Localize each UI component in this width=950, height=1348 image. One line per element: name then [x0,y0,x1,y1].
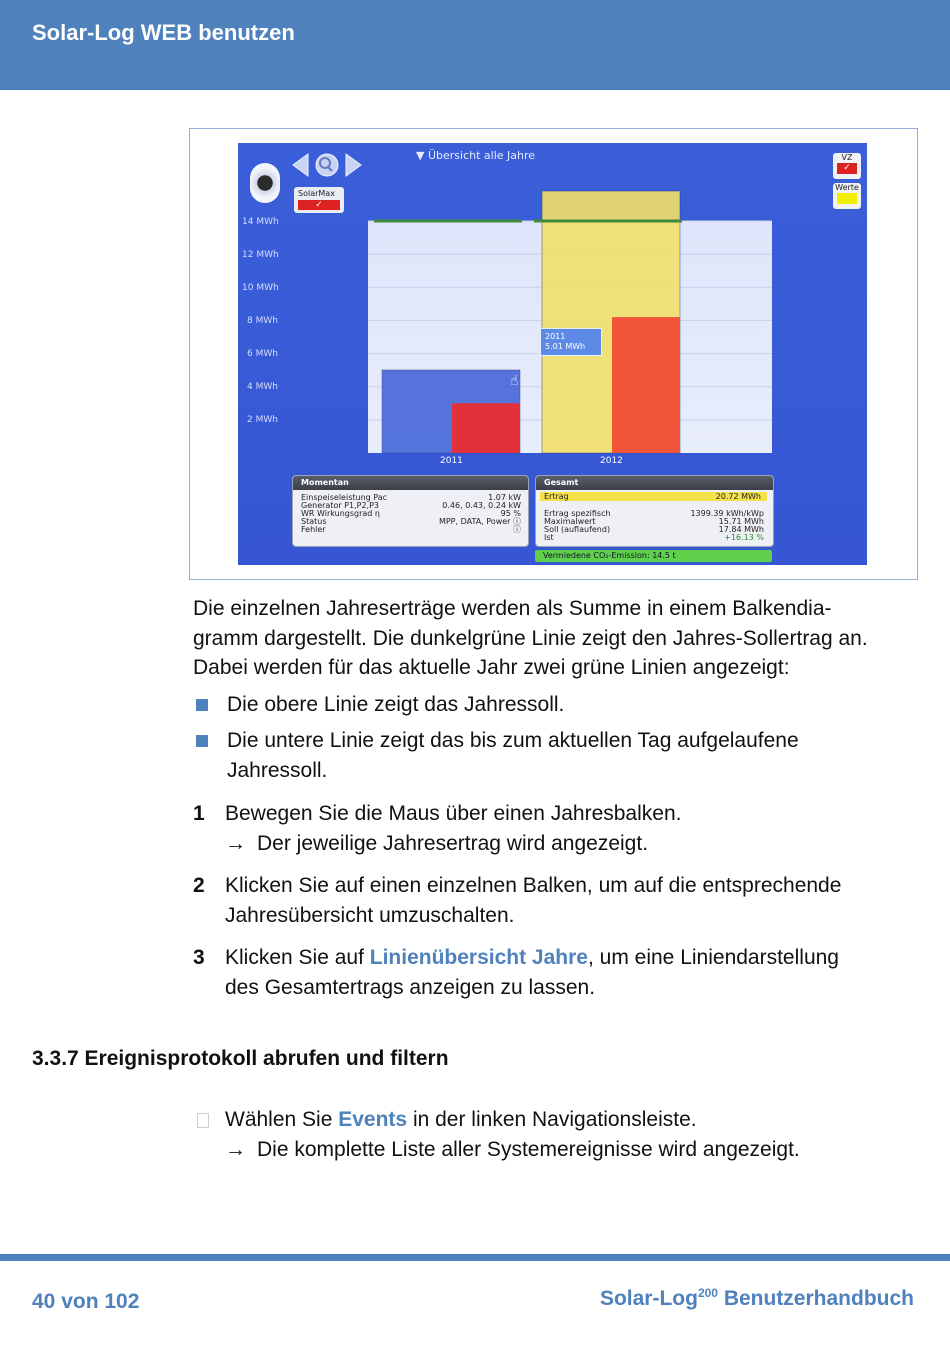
brand-suffix: Benutzerhandbuch [717,1287,914,1310]
bullet-square-icon [196,735,208,747]
step-number: 1 [193,802,205,825]
step-number: 2 [193,874,205,897]
step-result [225,1135,915,1165]
bar-2011-secondary[interactable] [452,403,520,453]
step-line [225,1105,915,1135]
step-result [225,829,915,859]
gesamt-row: Ertrag spezifisch 1399.39 kWh/kWp [544,509,764,518]
vz-label: VZ [841,153,853,162]
y-tick-label: 8 MWh [247,316,278,326]
chart-tooltip [540,328,602,356]
y-tick-label: 12 MWh [242,250,279,260]
step-body [225,943,915,1002]
solarlog-screenshot [238,143,867,565]
tooltip-year: 2011 [545,332,566,341]
intro-line: gramm dargestellt. Die dunkelgrüne Linie zeigt den Jahres-Sollertrag an. [193,626,868,650]
step-result-text: Die komplette Liste aller Systemereignisse wird angezeigt. [257,1137,800,1161]
bullet-square-icon [196,699,208,711]
page-header [0,0,950,90]
tooltip-value: 5.01 MWh [545,342,586,351]
arrow-right-icon: → [225,831,246,855]
gesamt-ertrag-row: Ertrag 20.72 MWh [540,492,767,501]
momentan-row: WR Wirkungsgrad η 95 % [301,509,521,518]
brand-sup: 200 [697,1286,718,1300]
step-line: Bewegen Sie die Maus über einen Jahresbalken. [225,802,682,825]
momentan-panel [292,475,529,547]
header-title: Solar-Log WEB benutzen [32,20,295,45]
device-badge-label: SolarMax [298,189,335,198]
gesamt-title: Gesamt [536,476,773,490]
events-link[interactable]: Events [338,1108,408,1131]
chevron-down-icon: ▼ [416,149,425,162]
screenshot-frame [189,128,918,580]
y-tick-label: 10 MWh [242,283,279,293]
device-checkbox-icon: ✓ [298,200,340,210]
momentan-title: Momentan [293,476,528,490]
gesamt-row: Soll (auflaufend) 17.84 MWh [544,525,764,534]
bullet-line: Jahressoll. [227,758,328,782]
step-line: Klicken Sie auf einen einzelnen Balken, um auf die entsprechende [225,874,842,897]
bullet-line: Die untere Linie zeigt das bis zum aktuellen Tag aufgelaufene [227,729,799,752]
step-body [225,799,915,858]
gesamt-panel [535,475,774,547]
co2-label: Vermiedene CO₂-Emission: 14.5 t [543,551,676,560]
page-number: 40 von 102 [32,1290,140,1313]
step-line: des Gesamtertrags anzeigen zu lassen. [225,975,596,999]
step-number: 3 [193,946,205,969]
momentan-row: Fehler ⓘ [301,525,521,534]
y-tick-label: 14 MWh [242,217,279,227]
arrow-right-icon: → [225,1137,246,1161]
step-line: Jahresübersicht umzuschalten. [225,903,515,927]
momentan-row: Status MPP, DATA, Power ⓘ [301,517,521,526]
momentan-row: Generator P1,P2,P3 0.46, 0.43, 0.24 kW [301,501,521,510]
step-body [225,1105,915,1164]
intro-line: Dabei werden für das aktuelle Jahr zwei grüne Linien angezeigt: [193,656,790,679]
vz-checkbox-icon: ✓ [837,163,857,174]
section-heading: 3.3.7 Ereignisprotokoll abrufen und filtern [32,1047,449,1070]
step-text: Klicken Sie auf [225,946,370,969]
step-text: Wählen Sie [225,1108,339,1131]
co2-bar [535,550,772,562]
footer-bar [0,1254,950,1261]
y-tick-label: 2 MWh [247,415,278,425]
step-text: , um eine Liniendarstellung [587,946,839,969]
footer-brand [600,1286,914,1311]
werte-label: Werte [835,183,859,192]
intro-paragraph [193,594,933,683]
dropdown-label: Übersicht alle Jahre [427,149,536,162]
bar-2012-secondary[interactable] [612,317,680,453]
step-line [225,943,915,973]
step-text: in der linken Navigationsleiste. [407,1108,697,1131]
x-tick-label: 2011 [440,456,463,466]
step-body [225,871,915,930]
cursor-hand-icon: ☝ [510,373,519,389]
bullet-text: Die obere Linie zeigt das Jahressoll. [227,693,565,716]
intro-line: Die einzelnen Jahreserträge werden als Summe in einem Balkendia- [193,597,832,620]
gesamt-row: Ist +16.13 % [544,533,764,542]
x-tick-label: 2012 [600,456,623,466]
gesamt-row: Maximalwert 15.71 MWh [544,517,764,526]
step-marker-icon [197,1113,209,1128]
linienuebersicht-jahre-link[interactable]: Linienübersicht Jahre [369,946,588,969]
step-result-text: Der jeweilige Jahresertrag wird angezeigt. [257,831,649,855]
y-tick-label: 4 MWh [247,382,278,392]
brand-name: Solar-Log [599,1287,698,1310]
y-tick-label: 6 MWh [247,349,278,359]
momentan-row: Einspeiseleistung Pac 1.07 kW [301,493,521,502]
bullet-text [227,726,927,785]
